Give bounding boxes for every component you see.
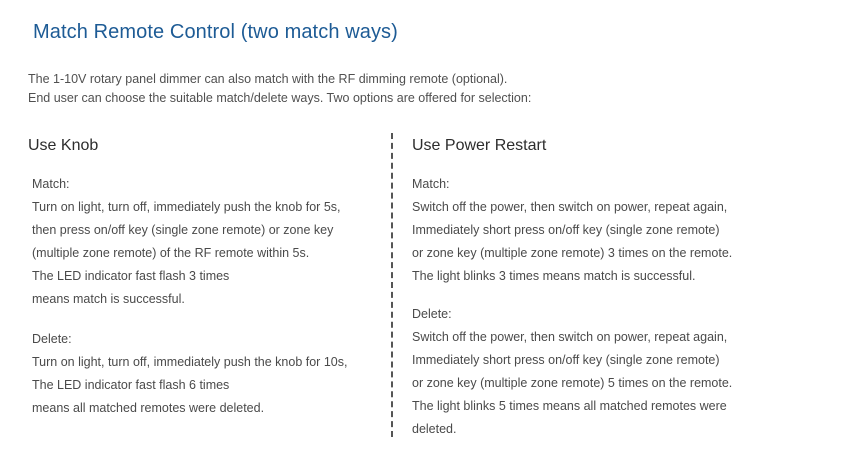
knob-match-block [32,173,341,311]
restart-match-heading: Match: [412,177,450,191]
intro-line: The 1-10V rotary panel dimmer can also match with the RF dimming remote (optional). [28,72,508,86]
knob-delete-line: Turn on light, turn off, immediately push the knob for 10s, [32,355,348,369]
restart-delete-line: The light blinks 5 times means all matched remotes were [412,399,727,413]
knob-match-line: then press on/off key (single zone remote) or zone key [32,223,334,237]
column-divider [391,133,393,437]
knob-delete-block [32,328,347,420]
knob-delete-line: means all matched remotes were deleted. [32,401,265,415]
knob-match-line: Turn on light, turn off, immediately push the knob for 5s, [32,200,341,214]
knob-section-title: Use Knob [28,137,99,154]
restart-delete-line: or zone key (multiple zone remote) 5 times on the remote. [412,376,733,390]
intro-line: End user can choose the suitable match/delete ways. Two options are offered for selection: [28,91,532,105]
knob-delete-line: The LED indicator fast flash 6 times [32,378,230,392]
restart-match-line: The light blinks 3 times means match is successful. [412,269,696,283]
page-title: Match Remote Control (two match ways) [33,21,398,43]
restart-delete-line: deleted. [412,422,457,436]
knob-match-line: The LED indicator fast flash 3 times [32,269,230,283]
restart-delete-line: Immediately short press on/off key (single zone remote) [412,353,720,367]
power-restart-section-title: Use Power Restart [412,137,547,154]
knob-match-line: (multiple zone remote) of the RF remote within 5s. [32,246,310,260]
knob-match-line: means match is successful. [32,292,185,306]
restart-delete-heading: Delete: [412,307,452,321]
knob-match-heading: Match: [32,177,70,191]
restart-delete-block [412,303,732,441]
restart-match-line: Switch off the power, then switch on power, repeat again, [412,200,728,214]
restart-match-block [412,173,732,288]
intro-paragraph [28,70,531,108]
knob-delete-heading: Delete: [32,332,72,346]
restart-delete-line: Switch off the power, then switch on power, repeat again, [412,330,728,344]
restart-match-line: or zone key (multiple zone remote) 3 times on the remote. [412,246,733,260]
restart-match-line: Immediately short press on/off key (single zone remote) [412,223,720,237]
